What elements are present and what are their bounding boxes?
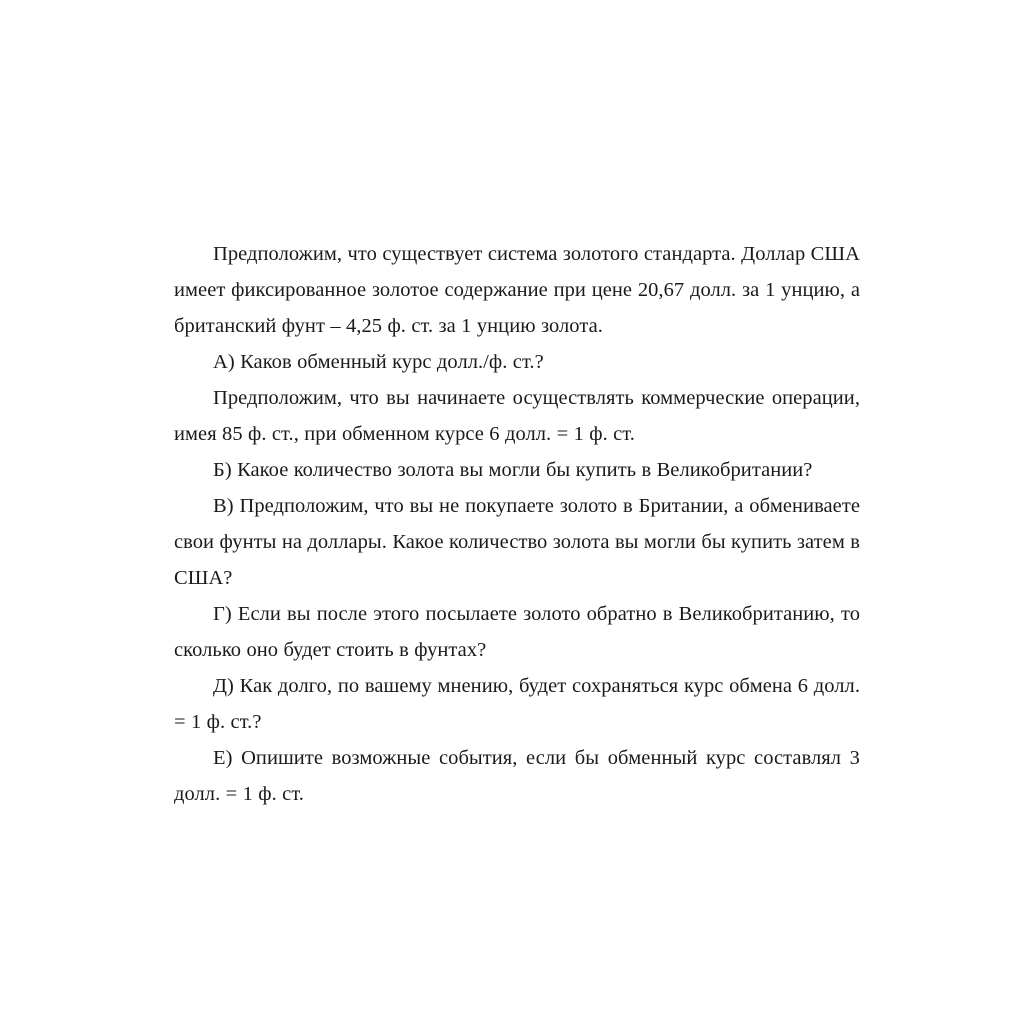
document-body bbox=[174, 236, 860, 812]
paragraph-question-d: Д) Как долго, по вашему мнению, будет сохраняться курс обмена 6 долл. = 1 ф. ст.? bbox=[174, 675, 860, 733]
paragraph-question-e: Е) Опишите возможные события, если бы обменный курс составлял 3 долл. = 1 ф. ст. bbox=[174, 747, 860, 805]
paragraph-setup-trading: Предположим, что вы начинаете осуществлять коммерческие операции, имея 85 ф. ст., при обменном курсе 6 долл. = 1 ф. ст. bbox=[174, 387, 860, 445]
paragraph-question-a: А) Каков обменный курс долл./ф. ст.? bbox=[213, 351, 544, 373]
paragraph-intro: Предположим, что существует система золотого стандарта. Доллар США имеет фиксированное золотое содержание при цене 20,67 долл. за 1 унцию, а британский фунт – 4,25 ф. ст. за 1 унцию золота. bbox=[174, 243, 860, 337]
paragraph-question-v: В) Предположим, что вы не покупаете золото в Британии, а обмениваете свои фунты на доллары. Какое количество золота вы могли бы купить затем в США? bbox=[174, 495, 860, 589]
paragraph-question-b: Б) Какое количество золота вы могли бы купить в Великобритании? bbox=[213, 459, 813, 481]
paragraph-question-g: Г) Если вы после этого посылаете золото обратно в Великобританию, то сколько оно будет стоить в фунтах? bbox=[174, 603, 860, 661]
